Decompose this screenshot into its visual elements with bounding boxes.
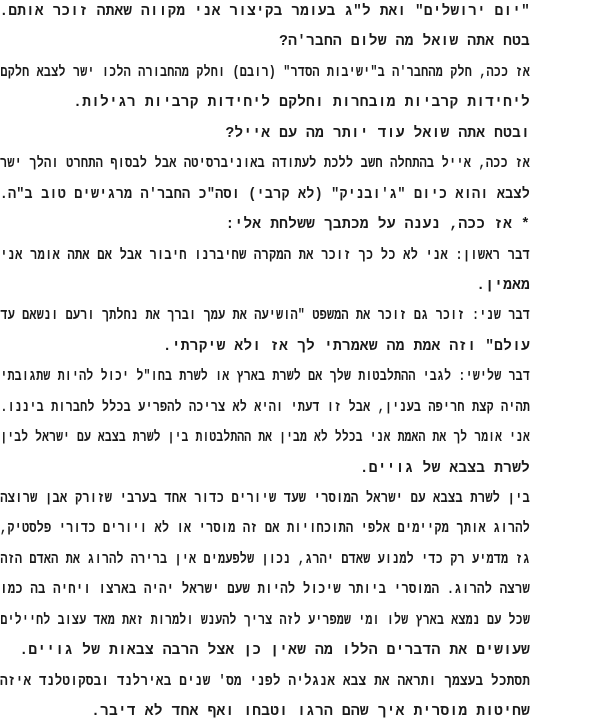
text-line: דבר ראשון: אני לא כל כך זוכר את המקרה שחיברנו חיבור אבל אם אתה אומר אני bbox=[0, 247, 530, 264]
text-line: * אז ככה, נענה על מכתבך ששלחת אלי: bbox=[225, 217, 530, 233]
text-line: מאמין. bbox=[476, 277, 530, 294]
text-line: אז ככה, אייל בהתחלה חשב ללכת לעתודה באוניברסיטה אבל לבסוף התחרט והלך ישר bbox=[0, 156, 531, 173]
text-line: שעושים את הדברים הללו מה שאין כן אצל הרבה צבאות של גויים. bbox=[19, 643, 530, 660]
text-line: שכל עם נמצא בארץ שלו ומי שמפריע לזה צריך להענש ולמרות זאת מאד עצוב לחיילים bbox=[0, 612, 531, 629]
text-line: בין לשרת בצבא עם ישראל המוסרי שעד שיורים כדור אחד בערבי שזורק אבן שרוצה bbox=[0, 491, 530, 507]
text-line: לצבא והוא כיום "ג'ובניק" (לא קרבי) וסה"כ החבר'ה מרגישים טוב ב"ה. bbox=[0, 186, 531, 203]
text-line: ובטח אתה שואל עוד יותר מה עם אייל? bbox=[225, 125, 530, 142]
text-line: אני אומר לך את האמת אני בכלל לא מבין את ההתלבטות בין לשרת בצבא עם ישראל לבין bbox=[0, 430, 531, 447]
text-line: "יום ירושלים" ואת ל"ג בעומר בקיצור אני מקווה שאתה זוכר אותם. bbox=[0, 4, 530, 20]
text-line: אז ככה, חלק מהחבר'ה ב"ישיבות הסדר" (רובם) וחלק מהחבורה הלכו ישר לצבא חלקם bbox=[0, 64, 530, 81]
text-line: שחיטות מוסרית איך שהם הרגו וטבחו ואף אחד לא דיבר. bbox=[91, 704, 530, 720]
text-line: בטח אתה שואל מה שלום החבר'ה? bbox=[279, 34, 530, 51]
text-line: גז מדמיע רק כדי למנוע שאדם יהרג, נכון שלפעמים אין ברירה להרוג את האדם הזה bbox=[0, 551, 530, 568]
text-line: להרוג אותך מקיימים אלפי התוכחויות אם זה מוסרי או לא ויורים כדורי פלסטיק, bbox=[0, 521, 531, 538]
text-line: עולם" וזה אמת מה שאמרתי לך אז ולא שיקרתי. bbox=[162, 338, 530, 355]
text-line: תהיה קצת חריפה בענין, אבל זו דעתי והיא לא צריכה להפריע בכלל לחברות ביננו. bbox=[0, 399, 530, 416]
text-line: שרצה להרוג. המוסרי ביותר שיכול להיות שעם ישראל יהיה בארצו ויחיה בה כמו bbox=[0, 582, 530, 599]
text-line: תסתכל בעצמך ותראה את צבא אנגליה לפני מס' שנים באירלנד ובסקוטלנד איזה bbox=[0, 673, 531, 690]
text-line: לשרת בצבא של גויים. bbox=[359, 460, 530, 477]
text-line: דבר שלישי: לגבי ההתלבטות שלך אם לשרת בארץ או לשרת בחו"ל יכול להיות שתגובתי bbox=[0, 369, 531, 386]
text-line: דבר שני: זוכר גם זוכר את המשפט "הושיעה את עמך וברך את נחלתך ורעם ונשאם עד bbox=[0, 308, 530, 325]
text-line: ליחידות קרביות מובחרות וחלקם ליחידות קרביות רגילות. bbox=[73, 95, 530, 112]
